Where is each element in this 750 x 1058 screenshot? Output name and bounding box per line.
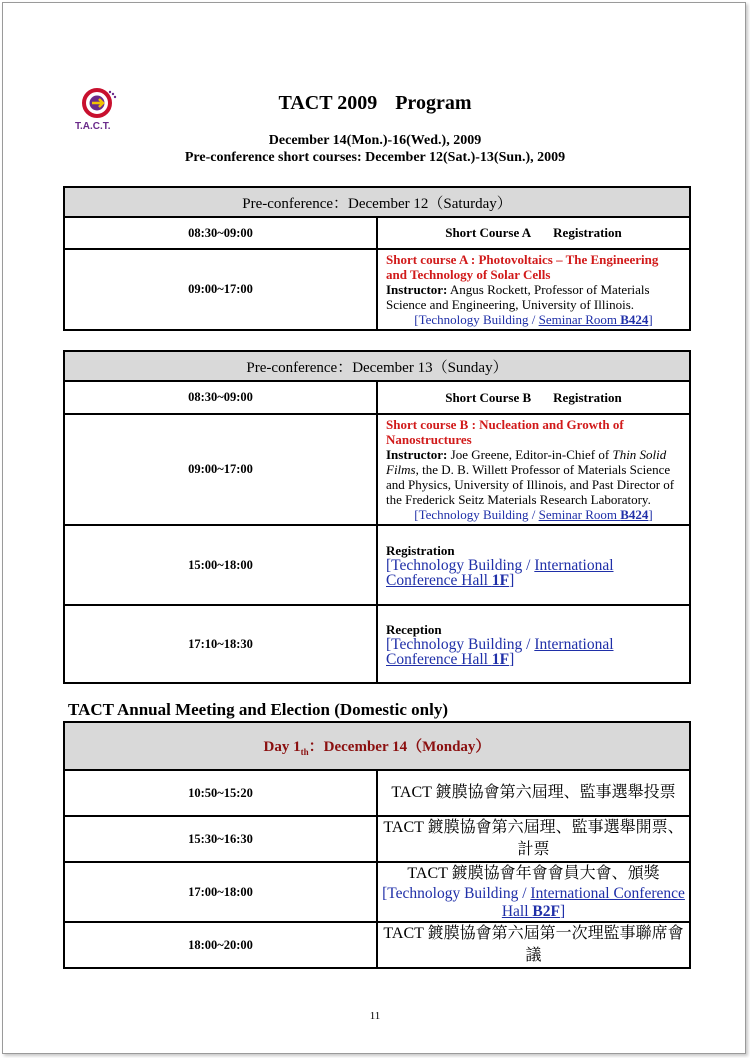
page-number: 11 xyxy=(369,1010,381,1022)
instructor-label: Instructor: xyxy=(386,447,448,462)
event-label: Reception xyxy=(386,621,442,637)
time-cell: 15:30~16:30 xyxy=(64,816,377,862)
location-link[interactable] xyxy=(539,312,649,327)
svg-text:T.A.C.T.: T.A.C.T. xyxy=(75,121,111,132)
location-room: B424 xyxy=(620,312,649,327)
table-row xyxy=(64,525,690,605)
location-close: ] xyxy=(648,312,653,327)
location-room: 1F xyxy=(491,650,510,668)
title-program: Program xyxy=(395,92,472,114)
title-event: TACT 2009 xyxy=(278,92,378,114)
location-building: [Technology Building / xyxy=(414,312,539,327)
journal-name: Thin Solid Films xyxy=(386,447,667,477)
page-title xyxy=(0,92,750,115)
location xyxy=(378,885,689,921)
table-row xyxy=(64,217,690,249)
location-link[interactable] xyxy=(539,507,649,522)
table-row xyxy=(64,249,690,330)
location-close: ] xyxy=(509,650,515,668)
time-cell: 18:00~20:00 xyxy=(64,922,377,968)
preconference-dates: Pre-conference short courses: December 12(Sat.)-13(Sun.), 2009 xyxy=(184,150,566,165)
table-row xyxy=(64,414,690,525)
table-row xyxy=(64,770,690,816)
location-room-label: International Conference Hall xyxy=(386,556,614,589)
table-row xyxy=(64,862,690,922)
location-room: B2F xyxy=(532,903,560,920)
event-cell: TACT 鍍膜協會第六屆理、監事選舉投票 xyxy=(377,770,690,816)
course-name: Short Course B xyxy=(445,389,532,405)
table-row xyxy=(64,922,690,968)
instructor-label: Instructor: xyxy=(386,282,448,297)
event-cell xyxy=(377,862,690,922)
event-cell xyxy=(377,217,690,249)
location-room: 1F xyxy=(491,571,510,589)
instructor-text: Angus Rockett, Professor of Materials Science and Engineering, University of Illinois. xyxy=(386,282,650,312)
schedule-table-annual xyxy=(63,721,691,969)
location-building: [Technology Building / xyxy=(386,635,535,653)
table-row xyxy=(64,381,690,414)
location-room-label: Seminar Room xyxy=(538,507,621,522)
day-date: ：December 14（Monday） xyxy=(308,739,491,755)
table-row xyxy=(64,816,690,862)
time-cell: 08:30~09:00 xyxy=(64,381,377,414)
time-cell: 10:50~15:20 xyxy=(64,770,377,816)
location-room-label: Seminar Room xyxy=(538,312,621,327)
event-cell xyxy=(377,249,690,330)
instructor-info xyxy=(386,447,681,507)
event-text: TACT 鍍膜協會年會會員大會、頒獎 xyxy=(407,865,660,882)
location-room: B424 xyxy=(620,507,649,522)
location xyxy=(386,312,681,327)
course-title: Short course B : Nucleation and Growth of Nanostructures xyxy=(386,417,624,447)
day-suffix: th xyxy=(300,747,309,757)
registration-label: Registration xyxy=(553,225,622,240)
table-header: Pre-conference：December 13（Sunday） xyxy=(64,351,690,381)
location-building: [Technology Building / xyxy=(382,885,531,902)
section-title: TACT Annual Meeting and Election (Domestic only) xyxy=(68,700,448,719)
instructor-text: Joe Greene, Editor-in-Chief of xyxy=(447,447,613,462)
location-building: [Technology Building / xyxy=(386,556,535,574)
event-label: Registration xyxy=(386,542,455,558)
time-cell: 17:10~18:30 xyxy=(64,605,377,683)
event-cell xyxy=(377,381,690,414)
location-close: ] xyxy=(509,571,515,589)
location-close: ] xyxy=(648,507,653,522)
conference-dates: December 14(Mon.)-16(Wed.), 2009 xyxy=(268,133,482,148)
location-building: [Technology Building / xyxy=(414,507,539,522)
location-room-label: International Conference Hall xyxy=(501,885,685,920)
event-cell xyxy=(377,414,690,525)
location-link[interactable] xyxy=(502,885,685,920)
location-close: ] xyxy=(559,903,566,920)
time-cell: 09:00~17:00 xyxy=(64,414,377,525)
table-header: Pre-conference：December 12（Saturday） xyxy=(64,187,690,217)
registration-label: Registration xyxy=(553,389,622,405)
time-cell: 09:00~17:00 xyxy=(64,249,377,330)
course-name: Short Course A xyxy=(445,225,532,240)
instructor-info xyxy=(386,282,681,312)
location xyxy=(386,558,681,588)
table-header xyxy=(64,722,690,770)
event-cell: TACT 鍍膜協會第六屆理、監事選舉開票、計票 xyxy=(377,816,690,862)
schedule-table-dec13 xyxy=(63,350,691,684)
event-cell: TACT 鍍膜協會第六屆第一次理監事聯席會議 xyxy=(377,922,690,968)
instructor-text-cont: , the D. B. Willett Professor of Materials Science and Physics, University of Illinois, and Past Director of the Frederick Seitz Materials Research Laboratory. xyxy=(386,462,675,507)
time-cell: 08:30~09:00 xyxy=(64,217,377,249)
course-title: Short course A : Photovoltaics – The Engineering and Technology of Solar Cells xyxy=(386,252,659,282)
day-label: Day 1 xyxy=(263,739,301,755)
location xyxy=(386,637,681,667)
time-cell: 15:00~18:00 xyxy=(64,525,377,605)
table-row xyxy=(64,605,690,683)
location xyxy=(386,507,681,522)
schedule-table-dec12 xyxy=(63,186,691,331)
time-cell: 17:00~18:00 xyxy=(64,862,377,922)
location-room-label: International Conference Hall xyxy=(386,635,614,668)
event-cell xyxy=(377,525,690,605)
event-cell xyxy=(377,605,690,683)
